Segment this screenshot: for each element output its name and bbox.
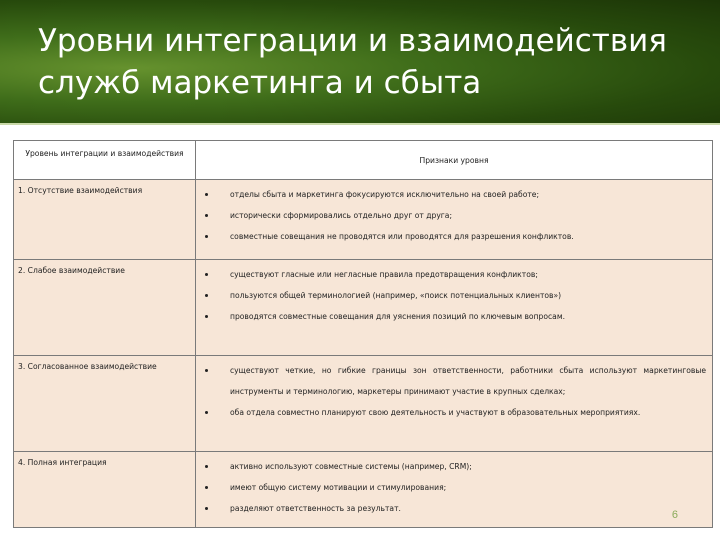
sign-item: проводятся совместные совещания для уяснения позиций по ключевым вопросам. [200,306,706,327]
column-header-level: Уровень интеграции и взаимодействия [14,141,196,180]
signs-list [200,264,706,327]
level-cell: 3. Согласованное взаимодействие [14,356,196,452]
signs-list [200,360,706,423]
column-header-signs: Признаки уровня [196,141,713,180]
signs-cell [196,452,713,528]
signs-cell [196,260,713,356]
signs-list [200,456,706,519]
header-divider [0,123,720,125]
level-cell: 1. Отсутствие взаимодействия [14,180,196,260]
sign-item: имеют общую систему мотивации и стимулирования; [200,477,706,498]
table-row [14,356,713,452]
sign-item: пользуются общей терминологией (например, «поиск потенциальных клиентов») [200,285,706,306]
sign-item: отделы сбыта и маркетинга фокусируются исключительно на своей работе; [200,184,706,205]
signs-cell [196,356,713,452]
table-row [14,180,713,260]
page-number: 6 [671,509,678,521]
signs-cell [196,180,713,260]
level-cell: 2. Слабое взаимодействие [14,260,196,356]
integration-levels-table [13,140,713,528]
sign-item: существуют гласные или негласные правила предотвращения конфликтов; [200,264,706,285]
signs-list [200,184,706,247]
sign-item: исторически сформировались отдельно друг от друга; [200,205,706,226]
sign-item: оба отдела совместно планируют свою деятельность и участвуют в образовательных мероприятиях. [200,402,706,423]
slide-header [0,0,720,124]
sign-item: существуют четкие, но гибкие границы зон ответственности, работники сбыта используют маркетинговые инструменты и терминологию, маркетеры принимают участие в крупных сделках; [200,360,706,402]
slide-title-line-2: служб маркетинга и сбыта [38,65,482,101]
table-header-row [14,141,713,180]
table-row [14,452,713,528]
sign-item: активно используют совместные системы (например, CRM); [200,456,706,477]
slide-title [38,20,698,104]
sign-item: разделяют ответственность за результат. [200,498,706,519]
level-cell: 4. Полная интеграция [14,452,196,528]
table-row [14,260,713,356]
sign-item: совместные совещания не проводятся или проводятся для разрешения конфликтов. [200,226,706,247]
slide-title-line-1: Уровни интеграции и взаимодействия [38,23,667,59]
